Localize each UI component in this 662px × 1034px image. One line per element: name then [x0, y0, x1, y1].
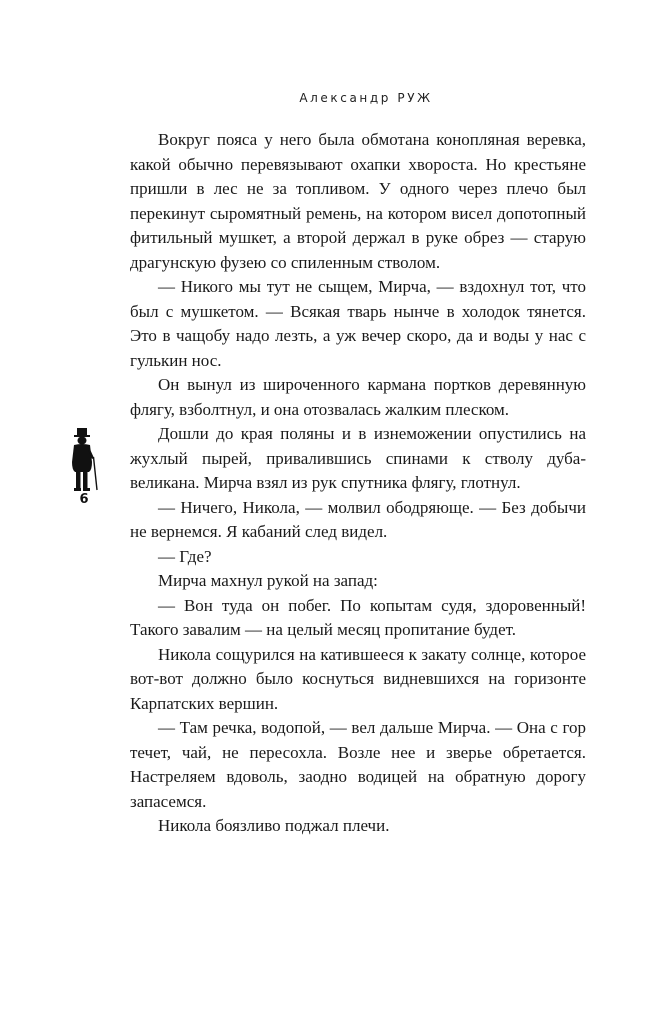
running-title: Александр РУЖ	[299, 91, 433, 105]
page-number: 6	[79, 492, 89, 507]
paragraph: Он вынул из широченного кармана портков деревянную флягу, взболтнул, и она отозвалась жалким плеском.	[130, 375, 586, 419]
gentleman-silhouette-icon	[66, 428, 102, 492]
paragraph: — Там речка, водопой, — вел дальше Мирча. — Она с гор течет, чай, не пересохла. Возле нее и зверье обретается. Настреляем вдоволь, заодно водицей на обратную дорогу запасемся.	[130, 718, 586, 811]
paragraph: Дошли до края поляны и в изнеможении опустились на жухлый пырей, привалившись спинами к стволу дуба-великана. Мирча взял из рук спутника флягу, глотнул.	[130, 424, 586, 492]
paragraph: Никола сощурился на катившееся к закату солнце, которое вот-вот должно было коснуться видневшихся на горизонте Карпатских вершин.	[130, 644, 586, 713]
paragraph: — Вон туда он побег. По копытам судя, здоровенный! Такого завалим — на целый месяц пропитание будет.	[130, 595, 586, 639]
page-body-text	[130, 128, 586, 839]
paragraph: Никола боязливо поджал плечи.	[158, 816, 390, 835]
paragraph: Мирча махнул рукой на запад:	[158, 571, 378, 590]
paragraph: — Где?	[158, 546, 212, 566]
paragraph: Вокруг пояса у него была обмотана конопляная веревка, какой обычно перевязывают охапки хвороста. Но крестьяне пришли в лес не за топливом. У одного через плечо был перекинут сыромятный ремень, на котором висел допотопный фитильный мушкет, а второй держал в руке обрез — старую драгунскую фузею со спиленным стволом.	[130, 130, 586, 272]
paragraph: — Никого мы тут не сыщем, Мирча, — вздохнул тот, что был с мушкетом. — Всякая тварь нынче в холодок тянется. Это в чащобу надо лезть, а уж вечер скоро, да и воды у нас с гулькин нос.	[130, 277, 586, 370]
paragraph: — Ничего, Никола, — молвил ободряюще. — Без добычи не вернемся. Я кабаний след видел.	[130, 497, 586, 541]
margin-marker	[66, 428, 102, 520]
